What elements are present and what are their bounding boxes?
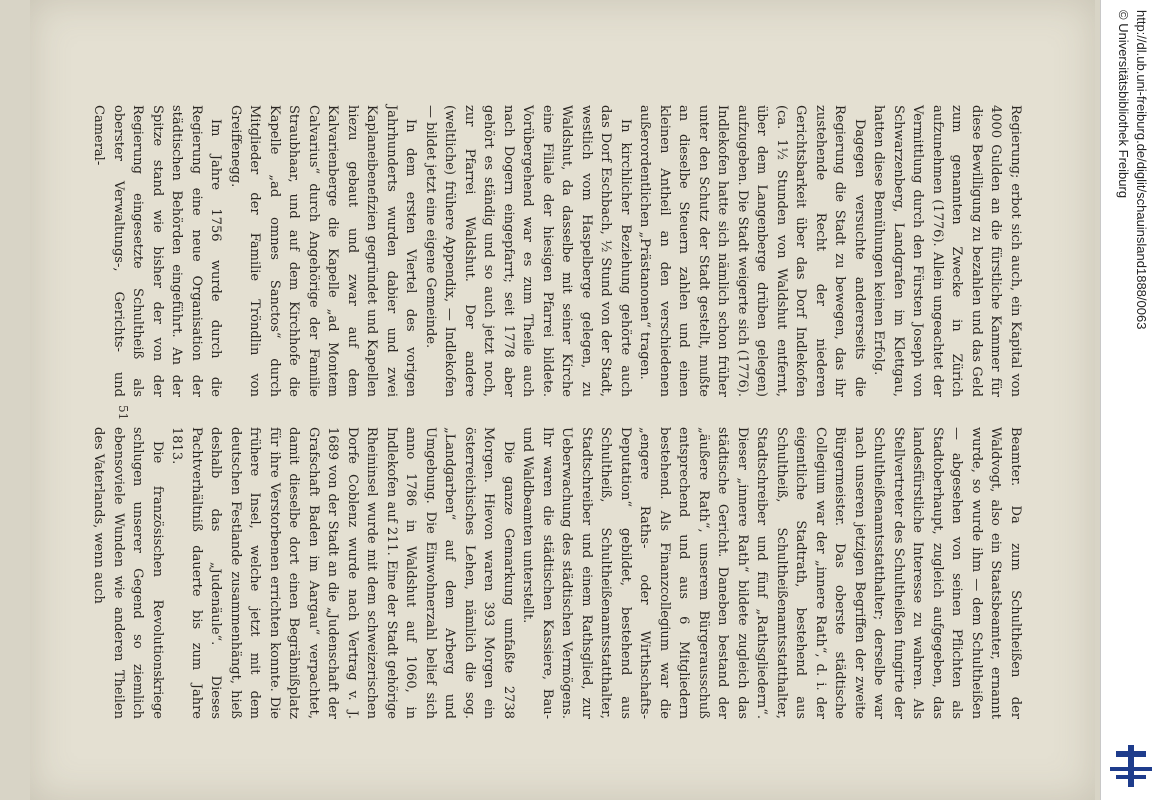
- sidebar-text: [1110, 10, 1150, 770]
- library-logo-icon: [1110, 745, 1152, 787]
- book-page: [30, 0, 1095, 800]
- page-number: 51: [116, 405, 130, 421]
- paragraph: Dagegen versuchte andererseits die Regierung die Stadt zu bewegen, das ihr zustehende Recht der niederen Gerichtsbarkeit über das Dorf Indlekofen (ca. 1½ Stunden von Waldshut entfernt, über dem Langenberge drüben gelegen) aufzugeben. Die Stadt weigerte sich (1776). Indlekofen hatte sich nämlich schon früher unter den Schutz der Stadt gestellt, mußte an dieselbe Steuern zahlen und einen kleinen Antheil an den verschiedenen außerordentlichen „Prästanonen“ tragen.: [637, 105, 867, 397]
- paragraph: Regierung; erbot sich auch, ein Kapital von 4000 Gulden an die fürstliche Kammer für diese Bewilligung zu bezahlen und das Geld zum genannten Zwecke in Zürich aufzunehmen (1776). Allein ungeachtet der Vermittlung durch den Fürsten Joseph von Schwarzenberg, Landgrafen im Klettgau, hatten diese Bemühungen keinen Erfolg.: [871, 105, 1023, 397]
- source-url-link[interactable]: http://dl.ub.uni-freiburg.de/diglit/schauinsland1888/0063: [1134, 10, 1149, 330]
- paragraph: Im Jahre 1756 wurde durch die Regierung eine neue Organisation der städtischen Behörden eingeführt. An der Spitze stand wie bisher der von der Regierung eingesetzte Schultheiß als oberster Verwaltungs-, Gerichts- und Cameral-: [91, 105, 224, 397]
- text-column-left: [91, 105, 1025, 397]
- rotated-content: [91, 105, 1025, 725]
- paragraph: Die ganze Gemarkung umfaßte 2738 Morgen. Hievon waren 393 Morgen ein österreichisches Lehen, nämlich die sog. „Landgarben“ auf dem Arberg und Umgebung. Die Einwohnerzahl belief sich anno 1786 in Waldshut auf 1060, in Indlekofen auf 211. Eine der Stadt gehörige Rheininsel wurde mit dem schweizerischen Dorfe Coblenz wurde nach Vertrag v. J. 1689 von der Stadt an die „Judenschaft der Grafschaft Baden im Aargau“ verpachtet, damit dieselbe dort einen Begräbnißplatz für ihre Verstorbenen errichten konnte. Die frühere Insel, welche jetzt mit dem deutschen Festlande zusammenhängt, hieß deshalb das „Judenäule“. Dieses Pachtverhältniß dauerte bis zum Jahre 1813.: [169, 427, 516, 719]
- paragraph: In kirchlicher Beziehung gehörte auch das Dorf Eschbach, ½ Stund von der Stadt, westlich vom Haspelberge gelegen, zu Waldshut, da dasselbe mit seiner Kirche eine Filiale der hiesigen Pfarrei bildete. Vorübergehend war es zum Theile auch nach Dogern eingepfarrt; seit 1778 aber gehört es ständig und so auch jetzt noch, zur Pfarrei Waldshut. Der andere (weltliche) frühere Appendix, — Indlekofen — bildet jetzt eine eigene Gemeinde.: [423, 105, 633, 397]
- text-column-right: [91, 427, 1025, 719]
- paragraph: Die französischen Revolutionskriege schlugen unserer Gegend so ziemlich ebensoviele Wunden wie anderen Theilen des Vaterlands, wenn auch: [91, 427, 165, 719]
- copyright-notice: © Universitätsbibliothek Freiburg: [1116, 10, 1131, 199]
- paragraph: Beamter. Da zum Schultheißen der Waldvogt, also ein Staatsbeamter, ernannt wurde, so wurde ihm — dem Schultheißen — abgesehen von seinen Pflichten als Stadtoberhaupt, zugleich aufgegeben, das landesfürstliche Interesse zu wahren. Als Stellvertreter des Schultheißen fungirte der Schultheißenamtsstatthalter; derselbe war nach unseren jetzigen Begriffen der zweite Bürgermeister. Das oberste städtische Collegium war der „innere Rath“, d. i. der eigentliche Stadtrath, bestehend aus Schultheiß, Schultheißenamtsstatthalter, Stadtschreiber und fünf „Rathsgliedern“. Dieser „innere Rath“ bildete zugleich das städtische Gericht. Daneben bestand der „äußere Rath“, unserem Bürgerausschuß entsprechend und aus 6 Mitgliedern bestehend. Als Finanzcollegium war die „engere Raths- oder Wirthschafts-Deputation“ gebildet, bestehend aus Schultheiß, Schultheißenamtsstatthalter, Stadtschreiber und einem Rathsglied, zur Ueberwachung des städtischen Vermögens. Ihr waren die städtischen Kassiere, Bau- und Waldbeamten unterstellt.: [520, 427, 1023, 719]
- paragraph: In dem ersten Viertel des vorigen Jahrhunderts wurden dabier und zwei Kaplaneibenefizien gegründet und Kapellen hiezu gebaut und zwar auf dem Kalvarienberge die Kapelle „ad Montem Calvarius“ durch Angehörige der Familie Straubhaar, und auf dem Kirchhofe die Kapelle „ad omnes Sanctos“ durch Mitglieder der Familie Tröndlin von Greiffenegg.: [228, 105, 419, 397]
